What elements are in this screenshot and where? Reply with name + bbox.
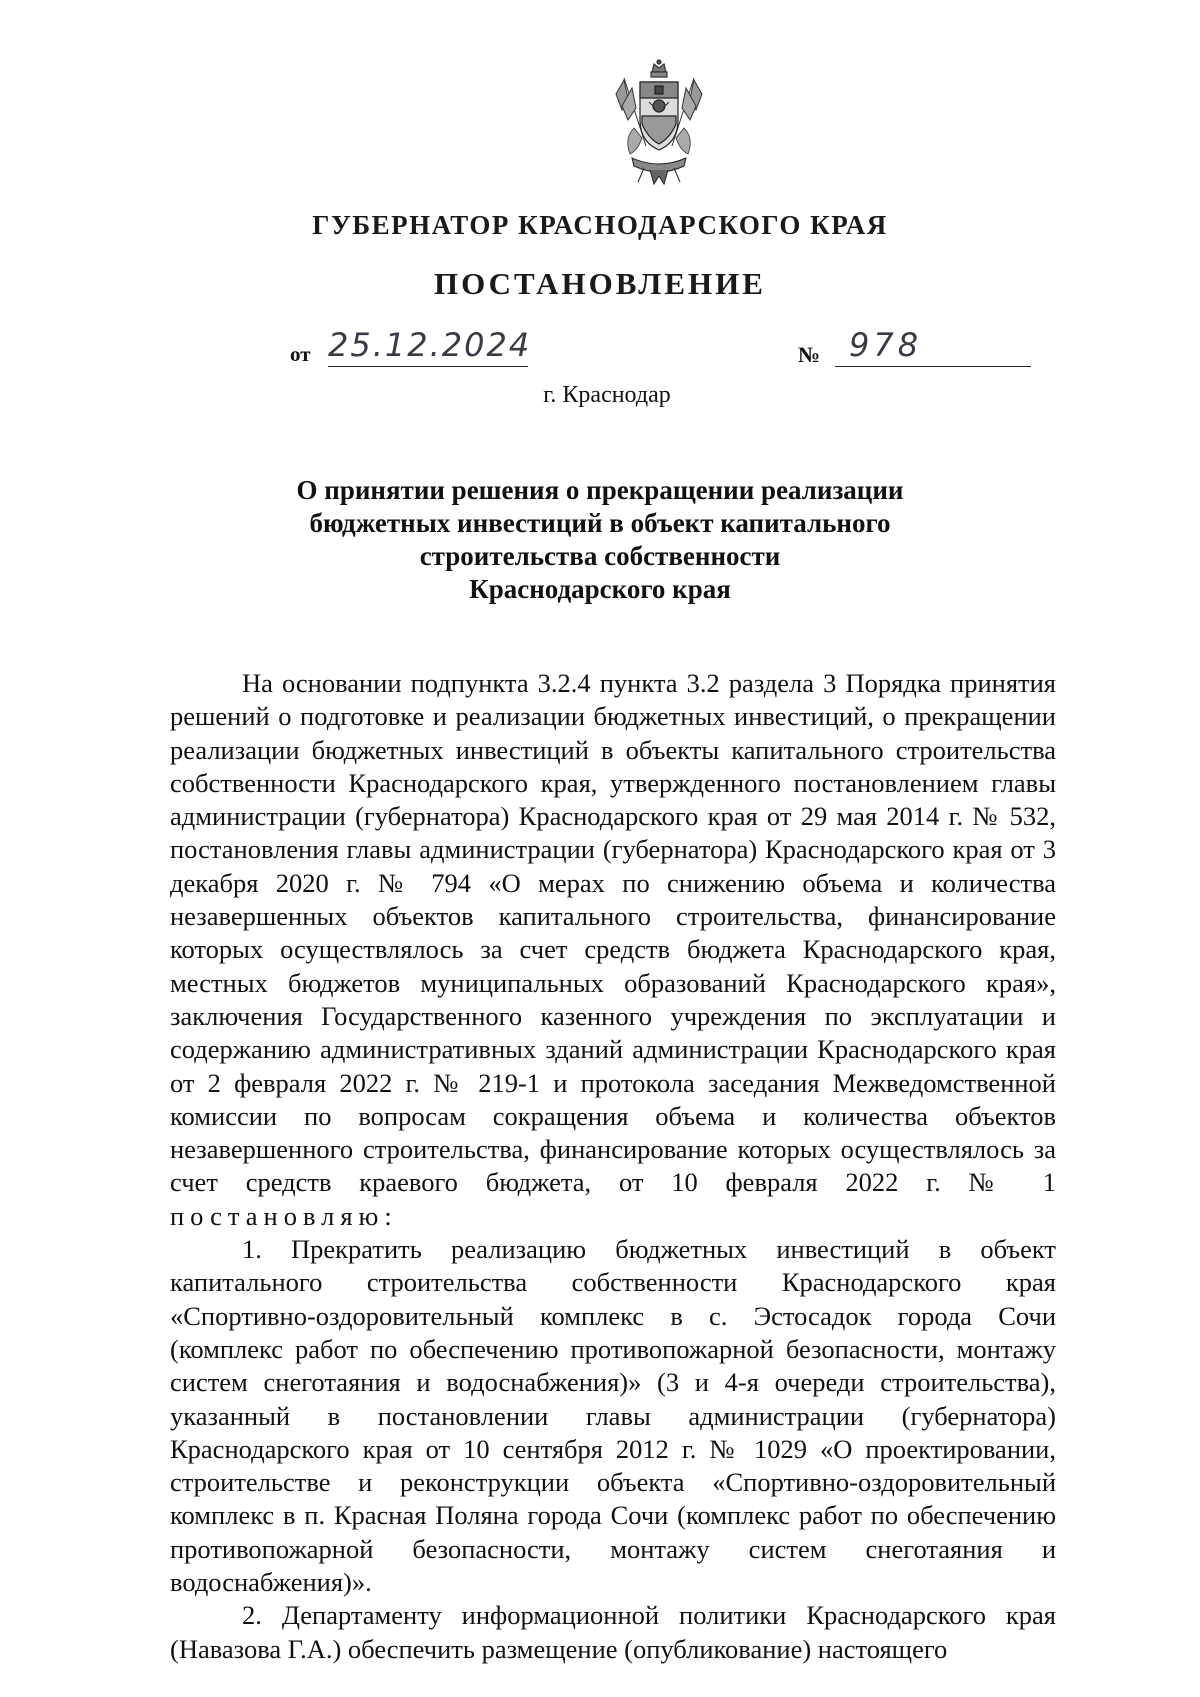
document-title-line: бюджетных инвестиций в объект капитального	[309, 508, 891, 538]
item-1-paragraph: 1. Прекратить реализацию бюджетных инвестиций в объект капитального строительства собственности Краснодарского края «Спортивно-оздоровительный комплекс в с. Эстосадок города Сочи (комплекс работ по обеспечению противопожарной безопасности, монтажу систем снеготаяния и водоснабжения)» (3 и 4-я очереди строительства), указанный в постановлении главы администрации (губернатора) Краснодарского края от 10 сентября 2012 г. № 1029 «О проектировании, строительстве и реконструкции объекта «Спортивно-оздоровительный комплекс в п. Красная Поляна города Сочи (комплекс работ по обеспечению противопожарной безопасности, монтажу систем снеготаяния и водоснабжения)».	[170, 1234, 1056, 1598]
document-title-line: О принятии решения о прекращении реализации	[296, 475, 904, 505]
issue-city: г. Краснодар	[543, 382, 671, 408]
number-prefix: №	[798, 342, 821, 367]
document-title	[200, 474, 1000, 606]
document-title-line: Краснодарского края	[469, 574, 731, 604]
document-number: 978	[835, 326, 1031, 367]
document-meta-row	[290, 326, 1030, 370]
document-title-line: строительства собственности	[419, 541, 781, 571]
decree-word: постановляю:	[170, 1200, 398, 1231]
document-body	[170, 667, 1056, 1666]
document-type-heading: ПОСТАНОВЛЕНИЕ	[434, 266, 766, 301]
document-date: 25.12.2024	[328, 326, 528, 367]
preamble-paragraph	[170, 667, 1056, 1233]
date-prefix: от	[290, 342, 311, 366]
preamble-text: На основании подпункта 3.2.4 пункта 3.2 раздела 3 Порядка принятия решений о подготовке и реализации бюджетных инвестиций, о прекращении реализации бюджетных инвестиций в объекты капитального строительства собственности Краснодарского края, утвержденного постановлением главы администрации (губернатора) Краснодарского края от 29 мая 2014 г. № 532, постановления главы администрации (губернатора) Краснодарского края от 3 декабря 2020 г. № 794 «О мерах по снижению объема и количества незавершенных объектов капитального строительства, финансирование которых осуществлялось за счет средств бюджета Краснодарского края, местных бюджетов муниципальных образований Краснодарского края», заключения Государственного казенного учреждения по эксплуатации и содержанию административных зданий администрации Краснодарского края от 2 февраля 2022 г. № 219-1 и протокола заседания Межведомственной комиссии по вопросам сокращения объема и количества объектов незавершенного строительства, финансирование которых осуществлялось за счет средств краевого бюджета, от 10 февраля 2022 г. № 1	[170, 668, 1056, 1198]
issuing-authority: ГУБЕРНАТОР КРАСНОДАРСКОГО КРАЯ	[312, 210, 888, 240]
krasnodar-krai-coat-of-arms-icon	[614, 58, 704, 186]
item-2-paragraph: 2. Департаменту информационной политики Краснодарского края (Навазова Г.А.) обеспечить размещение (опубликование) настоящего	[170, 1600, 1056, 1664]
